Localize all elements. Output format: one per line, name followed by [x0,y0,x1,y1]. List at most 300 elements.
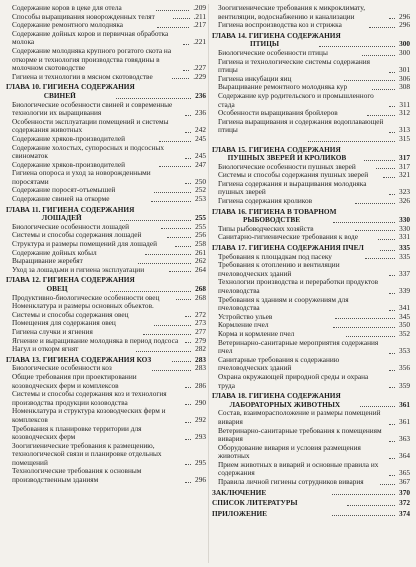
chapter-subtitle: ЛОШАДЕЙ [41,214,82,223]
toc-entry [6,319,206,328]
toc-entry [6,442,206,468]
toc-chapter-heading [6,83,206,100]
entry-title: Структура и размеры помещений для лошадей [12,240,157,249]
toc-entry [6,345,206,354]
page-number: 293 [195,432,206,442]
page-number: 315 [399,133,411,143]
page-number: 317 [399,161,410,171]
page-number: 364 [399,451,410,461]
entry-title: Ягнение и выращивание молодняка в период подсоса [12,336,179,345]
dot-leader [389,194,395,195]
toc-entry [212,49,410,58]
dot-leader [389,310,395,311]
entry-title: Кормление пчел [218,321,269,330]
page-number: 245 [195,133,207,143]
page-number: 352 [399,328,411,338]
page-number: 323 [399,187,410,197]
chapter-subtitle: ПТИЦЫ [250,40,280,49]
dot-leader [389,18,395,19]
dot-leader [185,404,191,405]
page-number: 350 [399,320,410,330]
page-number: 312 [399,108,411,118]
page-number: 353 [399,346,410,356]
dot-leader [344,80,395,81]
dot-leader [183,44,189,45]
page-number: 261 [195,247,207,257]
page-number: 330 [399,215,411,225]
entry-title: Санитарные требования к содержанию пчеловодческих зданий [218,355,340,373]
dot-leader [355,230,395,231]
toc-entry [212,135,410,144]
page-number: 283 [195,354,206,364]
page-number: 242 [195,125,206,135]
page-number: 361 [399,416,410,426]
page-number: 255 [195,213,207,223]
chapter-title: ГЛАВА 15. ГИГИЕНА СОДЕРЖАНИЯ [212,145,341,154]
dot-leader [151,201,191,202]
toc-entry [212,296,410,313]
entry-title: Гигиена содержания и выращивания молодняка пушных зверей [218,179,367,197]
page-number: 250 [195,176,206,186]
dot-leader [159,166,191,167]
page-number: 268 [195,292,206,302]
page-number: 326 [399,196,411,206]
toc-entry [212,4,410,21]
toc-entry [6,364,206,373]
dot-leader [364,160,395,161]
page-number: 255 [195,221,207,231]
toc-entry [212,313,410,322]
toc-entry [212,21,410,30]
page-number: 370 [399,487,410,497]
toc-entry [212,225,410,234]
toc-entry [6,195,206,204]
dot-leader [120,220,192,221]
entry-title: Технологические требования к основным производственным зданиям [12,467,142,485]
entry-title: Особенности эксплуатации помещений и системы содержания животных [12,117,169,135]
dot-leader [389,458,395,459]
toc-entry [6,13,206,22]
entry-title: Системы и способы содержания коз и технология производства продукции козоводства [12,390,167,407]
dot-leader [319,46,395,47]
page-number: 236 [195,108,206,118]
toc-entry [212,118,410,135]
chapter-title: ГЛАВА 17. ГИГИЕНА СОДЕРЖАНИЯ ПЧЕЛ [212,244,364,253]
toc-entry [212,409,410,426]
page-number: 306 [399,73,410,83]
entry-title: Типы рыбоводческих хозяйств [218,224,314,233]
toc-entry [6,240,206,249]
page-number: 256 [195,230,207,240]
toc-entry [212,330,410,339]
dot-leader [152,370,191,371]
dot-leader [185,183,191,184]
toc-entry [212,163,410,172]
page-number: 317 [399,153,410,163]
dot-leader [389,293,395,294]
toc-entry [212,373,410,390]
dot-leader [156,10,189,11]
toc-entry [6,4,206,13]
entry-title: Номенклатура и структура козоводческих ферм и комплексов [12,407,166,424]
dot-leader [360,406,395,407]
entry-title: Содержание свиней на откорме [12,195,110,204]
toc-entry [6,161,206,170]
dot-leader [389,132,395,133]
page-number: 339 [399,286,410,295]
chapter-title: ГЛАВА 18. ГИГИЕНА СОДЕРЖАНИЯ [212,392,341,401]
chapter-title: ГЛАВА 16. ГИГИЕНА В ТОВАРНОМ [212,207,337,216]
toc-chapter-heading [6,356,206,365]
entry-title: Требования к планировке территории для козоводческих ферм [12,424,142,442]
dot-leader [159,141,191,142]
entry-title: Содержание дойных коров и первичная обработка молока [12,29,169,47]
page-number: .227 [193,63,206,73]
page-number: 330 [399,223,411,233]
dot-leader [389,387,395,388]
toc-entry [212,478,410,487]
toc-entry [6,257,206,266]
dot-leader [389,353,395,354]
page-number: 313 [399,125,410,135]
page-number: 282 [195,344,207,354]
page-number: 236 [195,90,207,100]
page-number: 292 [195,414,206,424]
page-number: 359 [399,380,410,390]
toc-entry [6,302,206,319]
page-number: 290 [195,397,206,407]
dot-leader [185,158,191,159]
page-number: 311 [399,99,410,109]
entry-title: Помещения для содержания овец [12,319,116,328]
chapter-subtitle: РЫБОВОДСТВЕ [242,216,301,225]
toc-entry [212,278,410,295]
toc-chapter-heading [212,499,410,508]
entry-title: Гигиена и технологии в мясном скотоводстве [12,72,153,81]
toc-entry [212,75,410,84]
entry-title: Гигиена выращивания и содержания водоплавающей птицы [218,117,384,135]
entry-title: Содержание хряков-производителей [12,160,126,169]
entry-title: Гигиена и технологические системы содержания птицы [218,57,371,75]
entry-title: Корма и кормление пчел [218,329,295,338]
toc-entry [6,144,206,161]
entry-title: Продуктивно-биологические особенности овец [12,293,160,302]
dot-leader [380,484,395,485]
entry-title: Зоогигиенические требования к микроклимату, вентиляции, водоснабжению и канализации [218,4,366,21]
dot-leader [185,482,191,483]
toc-entry [6,373,206,390]
toc-entry [6,21,206,30]
page-number: 296 [399,11,410,21]
entry-title: Биологические особенности коз [12,364,112,373]
toc-entry [6,101,206,118]
entry-title: Требования к зданиям и сооружениям для пчеловодства [218,295,349,313]
page-number: 335 [399,243,411,253]
dot-leader [332,494,395,495]
dot-leader [145,254,191,255]
dot-leader [332,515,395,516]
entry-title: Прием животных в виварий и основные правила их содержания [218,460,379,478]
entry-title: Содержание молодняка крупного рогатого скота на откорме и технология производства говядины в молочном скотоводстве [12,46,172,73]
page-number: 245 [195,151,206,161]
dot-leader [389,475,395,476]
page-number: 301 [399,65,410,75]
toc-left-column [6,4,206,485]
page-number: 252 [195,185,207,195]
dot-leader [362,55,395,56]
entry-title: Содержание ремонтного молодняка [12,21,124,30]
page-number: 296 [195,475,206,485]
entry-title: Санитарно-гигиенические требования к воде [218,233,359,242]
page-number: .229 [193,71,207,81]
dot-leader [154,192,191,193]
entry-title: Содержание дойных кобыл [12,248,97,257]
toc-entry [6,337,206,346]
dot-leader [169,271,191,272]
dot-leader [389,275,395,276]
dot-leader [380,250,395,251]
toc-entry [212,171,410,180]
dot-leader [143,334,191,335]
toc-entry [6,390,206,407]
page-number: 272 [195,309,206,319]
column-divider [208,4,209,563]
toc-chapter-heading [212,244,410,253]
page-number: 361 [399,399,411,409]
entry-title: Содержание коров в цеке для отела [12,4,122,12]
page-number: .209 [193,3,206,12]
dot-leader [372,89,395,90]
toc-chapter-heading [212,208,410,225]
page-number: 356 [399,363,410,373]
page-number: 363 [399,434,410,444]
page-number: 295 [195,457,206,467]
toc-chapter-heading [212,392,410,409]
toc-entry [6,118,206,135]
entry-title: Гигиена воспроизводства коз и стрижка [218,21,342,30]
page-number: 300 [399,39,411,49]
page-number: 331 [399,232,410,242]
toc-entry [6,47,206,73]
page-number: 279 [195,335,206,345]
dot-leader [167,237,191,238]
dot-leader [185,464,191,465]
page-number: 365 [399,468,410,478]
toc-entry [6,425,206,442]
entry-title: Технологии производства и переработки продуктов пчеловодства [218,278,379,295]
page-number: 341 [399,303,410,313]
page-number: 321 [399,170,410,180]
entry-title: Устройство ульев [218,312,273,321]
toc-chapter-heading [6,276,206,293]
entry-title: Особенности выращивания бройлеров [218,109,338,118]
chapter-title: ГЛАВА 11. ГИГИЕНА СОДЕРЖАНИЯ [6,205,135,214]
page-number: 273 [195,318,206,328]
entry-title: Гигиена опороса и уход за новорожденными поросятами [12,169,151,186]
toc-chapter-heading [212,489,410,498]
toc-entry [6,328,206,337]
entry-title: Выращивание жеребят [12,257,83,266]
page-number: 258 [195,239,206,249]
dot-leader [365,258,396,259]
page-number: 308 [399,82,411,92]
page-number: .211 [193,11,206,21]
page-number: 262 [195,256,206,266]
dot-leader [389,72,395,73]
dot-leader [173,18,189,19]
dot-leader [185,316,191,317]
dot-leader [383,177,395,178]
entry-title: Системы и способы содержания пушных зверей [218,171,369,180]
chapter-title: ЗАКЛЮЧЕНИЕ [212,488,267,497]
dot-leader [346,336,395,337]
dot-leader [333,222,395,223]
toc-entry [212,321,410,330]
toc-entry [212,233,410,242]
entry-title: Состав, взаиморасположение и размеры помещений вивария [218,409,381,426]
entry-title: Содержание хряков-производителей [12,134,126,143]
page-number: 247 [195,159,207,169]
toc-entry [6,30,206,47]
toc-entry [212,444,410,461]
chapter-title: СПИСОК ЛИТЕРАТУРЫ [212,499,298,508]
page-number: 253 [195,194,206,204]
entry-title: Биологические особенности лошадей [12,222,130,231]
toc-entry [212,461,410,478]
entry-title: Требования к отоплению и вентиляции пчеловодческих зданий [218,261,340,278]
toc-entry [6,407,206,424]
toc-entry [6,169,206,186]
toc-entry [6,467,206,484]
dot-leader [185,115,191,116]
dot-leader [183,70,189,71]
entry-title: Гигиена содержания кроликов [218,197,313,206]
toc-entry [6,231,206,240]
page-number: .217 [193,20,207,30]
entry-title: Оборудование вивария и условия размещения животных [218,443,361,461]
dot-leader [378,239,396,240]
dot-leader [175,246,191,247]
toc-chapter-heading [212,32,410,49]
page-number: 286 [195,380,206,390]
chapter-subtitle: СВИНЕЙ [43,91,76,100]
page-number: .221 [193,37,206,47]
chapter-title: ГЛАВА 10. ГИГИЕНА СОДЕРЖАНИЯ [6,83,135,92]
dot-leader [185,439,191,440]
toc-chapter-heading [212,146,410,163]
dot-leader [376,168,395,169]
toc-entry [6,249,206,258]
dot-leader [335,318,395,319]
entry-title: Ветеринарно-санитарные мероприятия содержания пчел [218,338,379,356]
toc-chapter-heading [212,510,410,519]
entry-title: Требования к площадкам под пасеку [218,252,332,261]
page-number: 345 [399,311,410,321]
page-number: 264 [195,264,206,274]
dot-leader [369,27,395,28]
entry-title: Выращивание ремонтного молодняка кур [218,83,348,92]
entry-title: Содержание кур родительского и промышленного стада [218,91,374,109]
toc-entry [212,356,410,373]
dot-leader [185,422,191,423]
chapter-subtitle: ОВЕЦ [46,285,68,293]
dot-leader [367,115,395,116]
page-number: 367 [399,477,411,487]
page-number: 337 [399,268,410,278]
page-number: 283 [195,363,206,373]
chapter-subtitle: ЛАБОРАТОРНЫХ ЖИВОТНЫХ [229,400,341,409]
dot-leader [116,98,192,99]
dot-leader [172,361,191,362]
dot-leader [161,228,191,229]
dot-leader [157,27,189,28]
chapter-title: ГЛАВА 13. ГИГИЕНА СОДЕРЖАНИЯ КОЗ [6,355,152,364]
page-number: 268 [195,284,207,293]
entry-title: Биологические особенности пушных зверей [218,162,356,171]
dot-leader [154,325,191,326]
toc-entry [212,92,410,109]
chapter-title: ПРИЛОЖЕНИЕ [212,509,268,518]
toc-entry [212,180,410,197]
toc-right-column [212,4,410,518]
toc-entry [212,83,410,92]
entry-title: Гигиена инкубации яиц [218,74,292,83]
entry-title: Содержание поросят-отъемышей [12,186,116,195]
entry-title: Содержание холостых, супоросных и подсосных свиноматок [12,143,164,161]
entry-title: Зоогигиенические требования к размещению, технологической связи и планировке отдельных помещений [12,441,162,467]
dot-leader [185,342,191,343]
dot-leader [110,291,191,292]
page-number: 372 [399,498,411,508]
page-number: 335 [399,251,411,261]
entry-title: Правила личной гигиены сотрудников вивария [218,478,364,487]
dot-leader [185,387,191,388]
entry-title: Биологические особенности птицы [218,48,328,57]
toc-entry [212,197,410,206]
dot-leader [308,141,396,142]
toc-entry [6,186,206,195]
dot-leader [389,441,395,442]
chapter-subtitle: ПУШНЫХ ЗВЕРЕЙ И КРОЛИКОВ [227,154,347,163]
entry-title: Нагул и откорм ягнят [12,345,79,354]
page-number: 300 [399,47,410,57]
dot-leader [176,299,191,300]
page-number: 374 [399,508,410,518]
entry-title: Охрана окружающей природной среды и охрана труда [218,372,369,390]
toc-entry [212,109,410,118]
dot-leader [389,106,395,107]
toc-entry [6,135,206,144]
toc-chapter-heading [6,206,206,223]
dot-leader [136,351,191,352]
dot-leader [333,327,395,328]
toc-entry [212,427,410,444]
toc-entry [6,294,206,303]
entry-title: Уход за лошадьми и гигиена эксплуатации [12,265,145,274]
dot-leader [172,78,189,79]
entry-title: Биологические особенности свиней и современные технологии их выращивания [12,100,173,118]
dot-leader [138,263,191,264]
toc-entry [6,266,206,275]
page-number: 277 [195,326,207,336]
dot-leader [185,132,191,133]
dot-leader [355,203,396,204]
toc-entry [212,58,410,75]
chapter-title: ГЛАВА 12. ГИГИЕНА СОДЕРЖАНИЯ [6,276,135,285]
dot-leader [389,424,395,425]
entry-title: Ветеринарно-санитарные требования к помещениям вивария [218,426,382,444]
entry-title: Способы выращивания новорожденных телят [12,12,155,21]
